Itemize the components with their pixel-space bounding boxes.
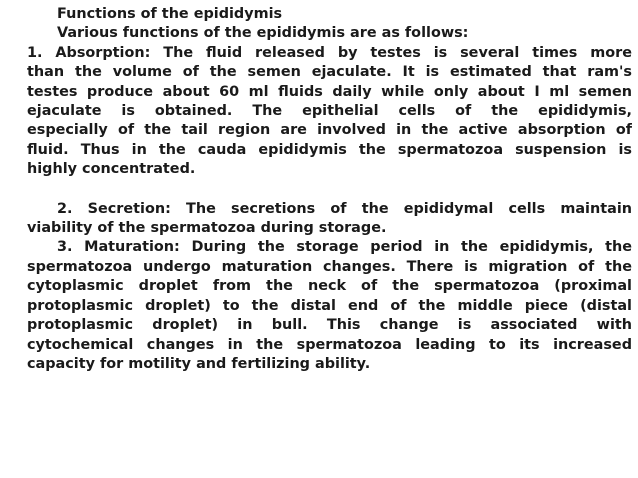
- document-title: Functions of the epididymis: [57, 6, 283, 22]
- maturation-paragraph: [27, 238, 632, 374]
- paragraph-line: fluid. Thus in the cauda epididymis the spermatozoa suspension is: [27, 141, 632, 158]
- paragraph-line: protoplasmic droplet) to the distal end of the middle piece (distal: [27, 297, 632, 314]
- paragraph-line: especially of the tail region are involved in the active absorption of: [27, 122, 632, 139]
- absorption-paragraph: [27, 44, 632, 180]
- paragraph-spacer: [27, 180, 632, 200]
- paragraph-line: viability of the spermatozoa during storage.: [27, 220, 387, 237]
- paragraph-line: highly concentrated.: [27, 161, 196, 178]
- intro-text: Various functions of the epididymis are as follows:: [57, 25, 469, 42]
- paragraph-line: cytoplasmic droplet from the neck of the spermatozoa (proximal: [27, 278, 632, 295]
- paragraph-line: ejaculate is obtained. The epithelial cells of the epididymis,: [27, 103, 632, 120]
- paragraph-line: 3. Maturation: During the storage period in the epididymis, the: [57, 239, 632, 256]
- paragraph-line: capacity for motility and fertilizing ability.: [27, 355, 371, 372]
- paragraph-line: spermatozoa undergo maturation changes. There is migration of the: [27, 258, 632, 275]
- document-body: [27, 5, 632, 374]
- secretion-paragraph: [27, 200, 632, 239]
- paragraph-line: 1. Absorption: The fluid released by testes is several times more: [27, 44, 632, 61]
- paragraph-line: testes produce about 60 ml fluids daily while only about I ml semen: [27, 83, 632, 100]
- paragraph-line: than the volume of the semen ejaculate. It is estimated that ram's: [27, 64, 632, 81]
- paragraph-line: 2. Secretion: The secretions of the epididymal cells maintain: [57, 200, 632, 217]
- paragraph-line: cytochemical changes in the spermatozoa leading to its increased: [27, 336, 632, 353]
- paragraph-line: protoplasmic droplet) in bull. This change is associated with: [27, 317, 632, 334]
